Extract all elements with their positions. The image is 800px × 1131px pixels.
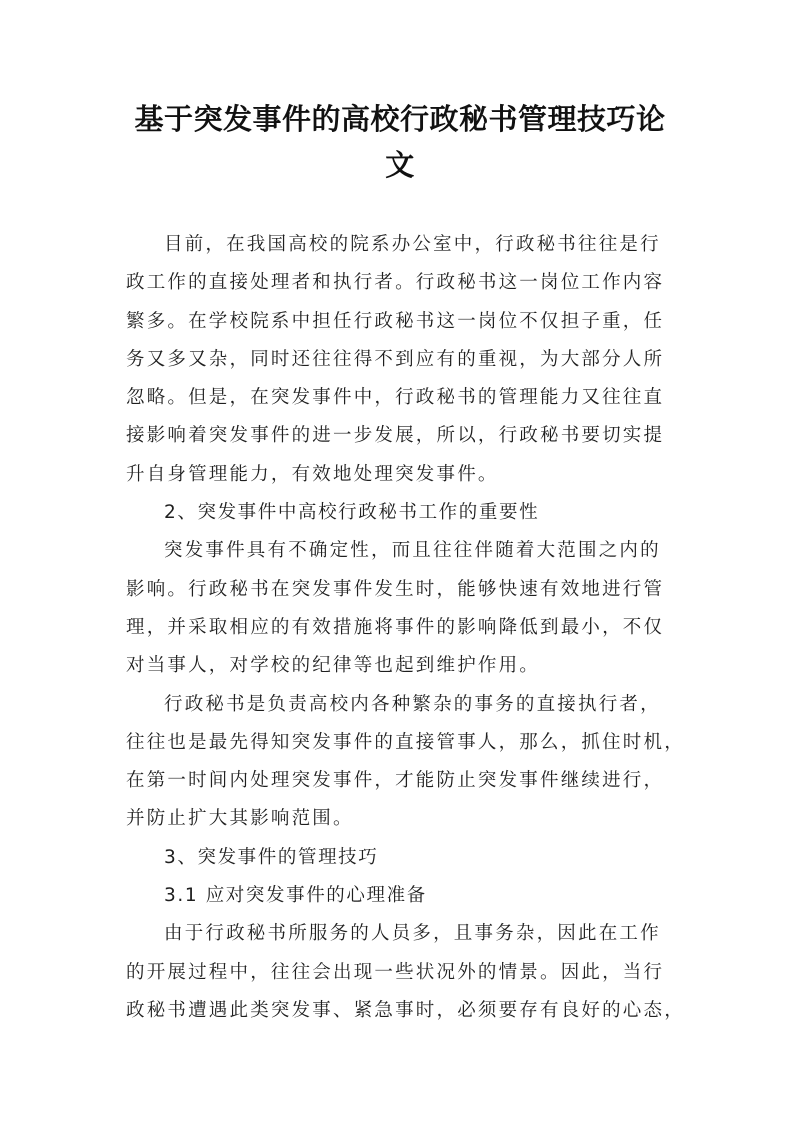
text-line: 影响。行政秘书在突发事件发生时，能够快速有效地进行管	[126, 578, 665, 600]
text-line: 繁多。在学校院系中担任行政秘书这一岗位不仅担子重，任	[126, 310, 665, 332]
text-line: 对当事人，对学校的纪律等也起到维护作用。	[126, 655, 541, 677]
text-line: 在第一时间内处理突发事件，才能防止突发事件继续进行，	[126, 770, 665, 792]
heading-text: 3.1 应对突发事件的心理准备	[164, 885, 427, 907]
document-title	[100, 96, 700, 188]
heading-text: 3、突发事件的管理技巧	[164, 846, 379, 868]
text-line: 政工作的直接处理者和执行者。行政秘书这一岗位工作内容	[126, 272, 665, 294]
text-line: 的开展过程中，往往会出现一些状况外的情景。因此，当行	[126, 961, 665, 983]
text-line: 升自身管理能力，有效地处理突发事件。	[126, 463, 499, 485]
text-line: 理，并采取相应的有效措施将事件的影响降低到最小，不仅	[126, 616, 665, 638]
body-paragraph	[126, 532, 686, 685]
heading-text: 2、突发事件中高校行政秘书工作的重要性	[164, 502, 540, 524]
document-body	[126, 226, 686, 1030]
section-heading	[126, 494, 686, 532]
intro-paragraph	[126, 226, 686, 494]
title-line: 文	[385, 148, 415, 182]
text-line: 接影响着突发事件的进一步发展，所以，行政秘书要切实提	[126, 425, 665, 447]
subsection-heading	[126, 877, 686, 915]
text-line: 政秘书遭遇此类突发事、紧急事时，必须要存有良好的心态，	[126, 999, 685, 1021]
text-line: 务又多又杂，同时还往往得不到应有的重视，为大部分人所	[126, 348, 665, 370]
text-line: 忽略。但是，在突发事件中，行政秘书的管理能力又往往直	[126, 387, 665, 409]
text-line: 由于行政秘书所服务的人员多，且事务杂，因此在工作	[164, 923, 661, 945]
body-paragraph	[126, 686, 686, 839]
text-line: 往往也是最先得知突发事件的直接管事人，那么，抓住时机，	[126, 731, 685, 753]
text-line: 行政秘书是负责高校内各种繁杂的事务的直接执行者，	[164, 693, 661, 715]
body-paragraph	[126, 915, 686, 1030]
title-line: 基于突发事件的高校行政秘书管理技巧论	[134, 102, 666, 136]
text-line: 并防止扩大其影响范围。	[126, 808, 354, 830]
text-line: 突发事件具有不确定性，而且往往伴随着大范围之内的	[164, 540, 661, 562]
text-line: 目前，在我国高校的院系办公室中，行政秘书往往是行	[164, 234, 661, 255]
section-heading	[126, 839, 686, 877]
